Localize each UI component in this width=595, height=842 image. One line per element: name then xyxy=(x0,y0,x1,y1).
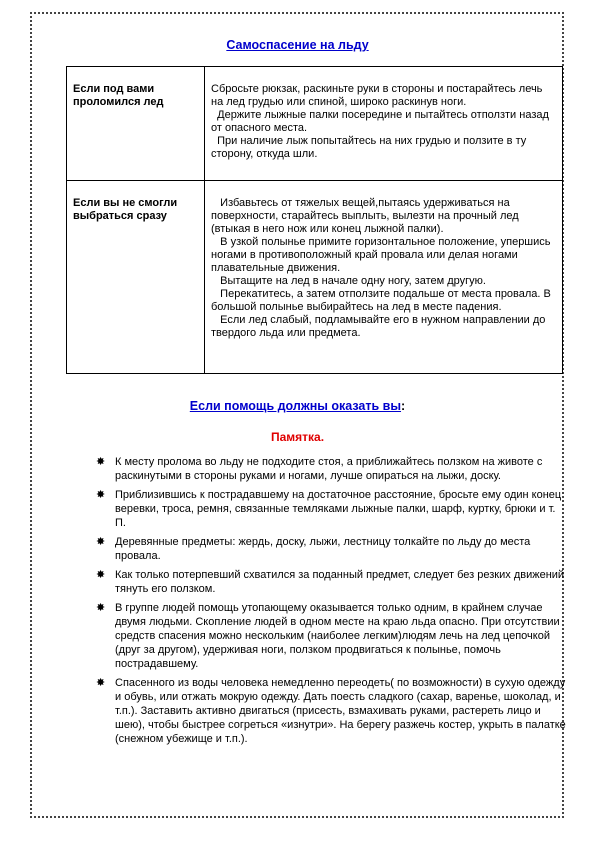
action-text: При наличие лыж попытайтесь на них грудью и ползите в ту сторону, откуда шли. xyxy=(211,135,530,160)
star-bullet-icon: ✸ xyxy=(96,569,106,581)
situation-cell: Если под вами проломился лед xyxy=(67,67,205,181)
list-item xyxy=(96,568,566,596)
memo-title: Памятка. xyxy=(270,430,325,444)
list-item xyxy=(96,601,566,671)
memo-item-text: Приблизившись к пострадавшему на достаточное расстояние, бросьте ему один конец веревки, троса, ремня, связанные темляками лыжные палки, шарф, куртку, брюки и т. П. xyxy=(115,489,562,529)
action-text: Перекатитесь, а затем отползите подальше от места провала. В большой полынье выбирайтесь на лед в месте падения. xyxy=(211,288,554,313)
actions-cell xyxy=(205,181,563,374)
memo-item-text: Спасенного из воды человека немедленно переодеть( по возможности) в сухую одежду и обувь, или отжать мокрую одежду. Дать поесть сладкого (сахар, варенье, шоколад, и т.п.). Заставить активно двигаться (присесть, взмахивать руками, растереть лицо и шею), чтобы быстрее согреться «изнутри». На берегу разжечь костер, укрыть в палатке (снежном убежище и т.п.). xyxy=(115,677,566,745)
star-bullet-icon: ✸ xyxy=(96,677,106,689)
help-heading xyxy=(0,399,595,413)
table-row xyxy=(67,67,563,181)
action-text: Сбросьте рюкзак, раскиньте руки в стороны и постарайтесь лечь на лед грудью или спиной, широко раскинув ноги. xyxy=(211,83,546,108)
list-item xyxy=(96,455,566,483)
self-rescue-table xyxy=(66,66,563,374)
memo-list xyxy=(96,455,566,751)
action-text: В узкой полынье примите горизонтальное положение, упершись ногами в противоположный край провала или делая ногами плавательные движения. xyxy=(211,236,554,274)
list-item xyxy=(96,676,566,746)
memo-item-text: Как только потерпевший схватился за поданный предмет, следует без резких движений тянуть его ползком. xyxy=(115,569,565,595)
memo-item-text: Деревянные предметы: жердь, доску, лыжи, лестницу толкайте по льду до места провала. xyxy=(115,536,531,562)
help-heading-text: Если помощь должны оказать вы xyxy=(189,399,402,413)
memo-item-text: В группе людей помощь утопающему оказывается только одним, в крайнем случае двумя людьми. Скопление людей в одном месте на краю льда опасно. При отсутствии средств спасения можно нескольким (наиболее легким)людям лечь на лед цепочкой (друг за другом), удерживая ноги, ползком продвигаться к полынье, помочь пострадавшему. xyxy=(115,602,560,670)
actions-cell xyxy=(205,67,563,181)
action-text: Если лед слабый, подламывайте его в нужном направлении до твердого льда или предмета. xyxy=(211,314,549,339)
situation-cell: Если вы не смогли выбраться сразу xyxy=(67,181,205,374)
page-title: Самоспасение на льду xyxy=(226,38,369,52)
action-text: Держите лыжные палки посередине и пытайтесь отползти назад от опасного места. xyxy=(211,109,552,134)
star-bullet-icon: ✸ xyxy=(96,456,106,468)
star-bullet-icon: ✸ xyxy=(96,602,106,614)
list-item xyxy=(96,535,566,563)
table-row xyxy=(67,181,563,374)
star-bullet-icon: ✸ xyxy=(96,536,106,548)
action-text: Вытащите на лед в начале одну ногу, затем другую. xyxy=(211,275,486,287)
star-bullet-icon: ✸ xyxy=(96,489,106,501)
list-item xyxy=(96,488,566,530)
action-text: Избавьтесь от тяжелых вещей,пытаясь удерживаться на поверхности, старайтесь выплыть, вылезти на прочный лед (втыкая в него нож или конец лыжной палки). xyxy=(211,197,522,235)
memo-item-text: К месту пролома во льду не подходите стоя, а приближайтесь ползком на животе с раскинутыми в стороны руками и ногами, лучше опираться на лыжи, доску. xyxy=(115,456,543,482)
help-heading-colon: : xyxy=(401,399,406,413)
